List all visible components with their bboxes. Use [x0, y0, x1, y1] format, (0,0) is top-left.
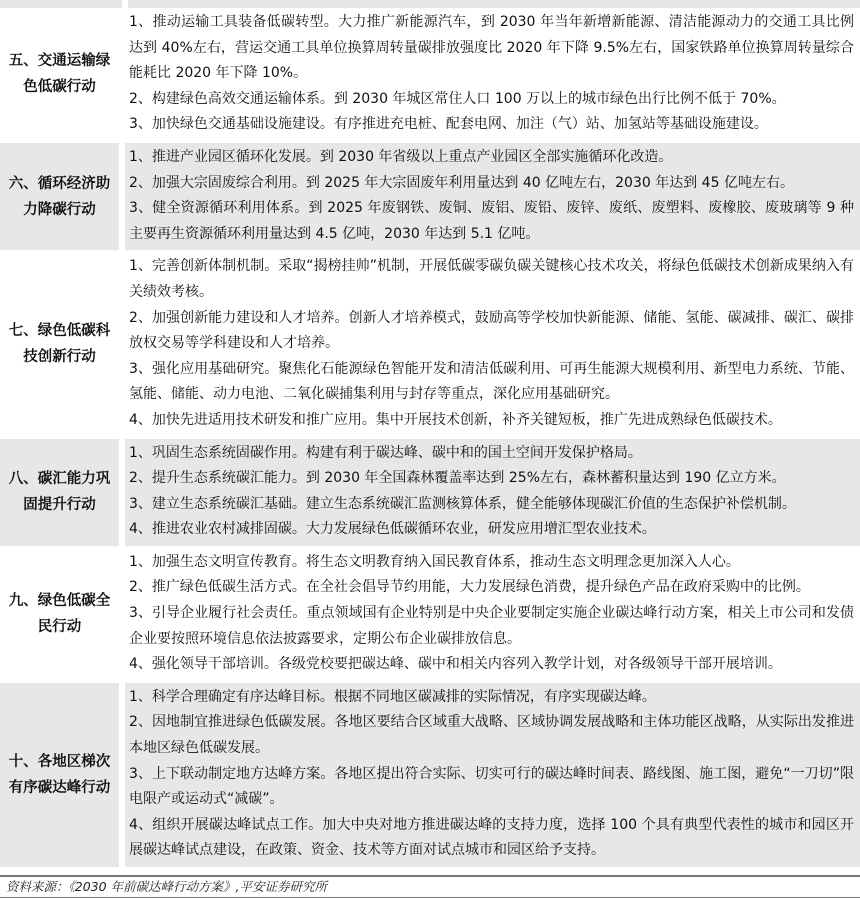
- list-item: 3、强化应用基础研究。聚焦化石能源绿色智能开发和清洁低碳利用、可再生能源大规模利用、新型电力系统、节能、氢能、储能、动力电池、二氧化碳捕集利用与封存等重点，深化应用基础研究。: [129, 360, 854, 403]
- table-row: [0, 8, 860, 142]
- list-item: 1、科学合理确定有序达峰目标。根据不同地区碳减排的实际情况，有序实现碳达峰。: [129, 688, 656, 705]
- list-item: 4、组织开展碳达峰试点工作。加大中央对地方推进碳达峰的支持力度，选择 100 个具有典型代表性的城市和园区开展碳达峰试点建设，在政策、资金、技术等方面对试点城市和园区给予支持。: [129, 816, 854, 859]
- list-item: 4、强化领导干部培训。各级党校要把碳达峰、碳中和相关内容列入教学计划，对各级领导干部开展培训。: [129, 656, 782, 673]
- row-category: 十、各地区梯次有序碳达峰行动: [0, 682, 122, 868]
- row-category: 九、绿色低碳全民行动: [0, 547, 122, 682]
- source-note: 资料来源：《2030 年前碳达峰行动方案》,平安证券研究所: [0, 875, 860, 898]
- list-item: 3、上下联动制定地方达峰方案。各地区提出符合实际、切实可行的碳达峰时间表、路线图、施工图，避免“一刀切”限电限产或运动式“减碳”。: [129, 765, 854, 808]
- row-category: 五、交通运输绿色低碳行动: [0, 8, 122, 142]
- row-category: 六、循环经济助力降碳行动: [0, 142, 122, 251]
- list-item: 1、巩固生态系统固碳作用。构建有利于碳达峰、碳中和的国土空间开发保护格局。: [129, 444, 642, 461]
- row-category: 七、绿色低碳科技创新行动: [0, 251, 122, 437]
- table-row: [0, 438, 860, 547]
- list-item: 3、加快绿色交通基础设施建设。有序推进充电桩、配套电网、加注（气）站、加氢站等基础设施建设。: [129, 116, 768, 133]
- row-category: 八、碳汇能力巩固提升行动: [0, 438, 122, 547]
- list-item: 2、加强创新能力建设和人才培养。创新人才培养模式，鼓励高等学校加快新能源、储能、氢能、碳减排、碳汇、碳排放权交易等学科建设和人才培养。: [129, 309, 854, 352]
- table-row: [0, 682, 860, 868]
- action-plan-table: [0, 8, 860, 869]
- list-item: 4、推进农业农村减排固碳。大力发展绿色低碳循环农业，研发应用增汇型农业技术。: [129, 521, 656, 538]
- row-content: [122, 438, 860, 547]
- list-item: 2、提升生态系统碳汇能力。到 2030 年全国森林覆盖率达到 25%左右，森林蓄积量达到 190 亿立方米。: [129, 470, 786, 487]
- list-item: 2、因地制宜推进绿色低碳发展。各地区要结合区域重大战略、区域协调发展战略和主体功能区战略，从实际出发推进本地区绿色低碳发展。: [129, 714, 854, 757]
- list-item: 3、引导企业履行社会责任。重点领域国有企业特别是中央企业要制定实施企业碳达峰行动方案，相关上市公司和发债企业要按照环境信息依法披露要求，定期公布企业碳排放信息。: [129, 605, 854, 647]
- list-item: 3、健全资源循环利用体系。到 2025 年废钢铁、废铜、废铝、废铅、废锌、废纸、废塑料、废橡胶、废玻璃等 9 种主要再生资源循环利用量达到 4.5 亿吨，2030 年达到 5.1 亿吨。: [129, 200, 854, 242]
- list-item: 2、加强大宗固废综合利用。到 2025 年大宗固废年利用量达到 40 亿吨左右，2030 年达到 45 亿吨左右。: [129, 174, 794, 191]
- list-item: 4、加快先进适用技术研发和推广应用。集中开展技术创新，补齐关键短板，推广先进成熟绿色低碳技术。: [129, 411, 782, 428]
- list-item: 2、构建绿色高效交通运输体系。到 2030 年城区常住人口 100 万以上的城市绿色出行比例不低于 70%。: [129, 90, 786, 107]
- row-content: [122, 251, 860, 437]
- list-item: 1、完善创新体制机制。采取“揭榜挂帅”机制，开展低碳零碳负碳关键核心技术攻关，将绿色低碳技术创新成果纳入有关绩效考核。: [129, 258, 854, 300]
- row-content: [122, 8, 860, 142]
- list-item: 3、建立生态系统碳汇基础。建立生态系统碳汇监测核算体系，健全能够体现碳汇价值的生态保护补偿机制。: [129, 495, 796, 512]
- row-content: [122, 682, 860, 868]
- table-row: [0, 142, 860, 251]
- list-item: 1、推动运输工具装备低碳转型。大力推广新能源汽车，到 2030 年当年新增新能源、清洁能源动力的交通工具比例达到 40%左右，营运交通工具单位换算周转量碳排放强度比 2020 年下降 9.5%左右，国家铁路单位换算周转量综合能耗比 2020 年下降 10%。: [129, 14, 854, 82]
- list-item: 1、加强生态文明宣传教育。将生态文明教育纳入国民教育体系，推动生态文明理念更加深入人心。: [129, 553, 740, 570]
- previous-row-remnant: [0, 0, 860, 8]
- list-item: 1、推进产业园区循环化发展。到 2030 年省级以上重点产业园区全部实施循环化改造。: [129, 148, 673, 165]
- row-content: [122, 142, 860, 251]
- row-content: [122, 547, 860, 682]
- table-row: [0, 547, 860, 682]
- list-item: 2、推广绿色低碳生活方式。在全社会倡导节约用能，大力发展绿色消费，提升绿色产品在政府采购中的比例。: [129, 579, 810, 596]
- table-row: [0, 251, 860, 437]
